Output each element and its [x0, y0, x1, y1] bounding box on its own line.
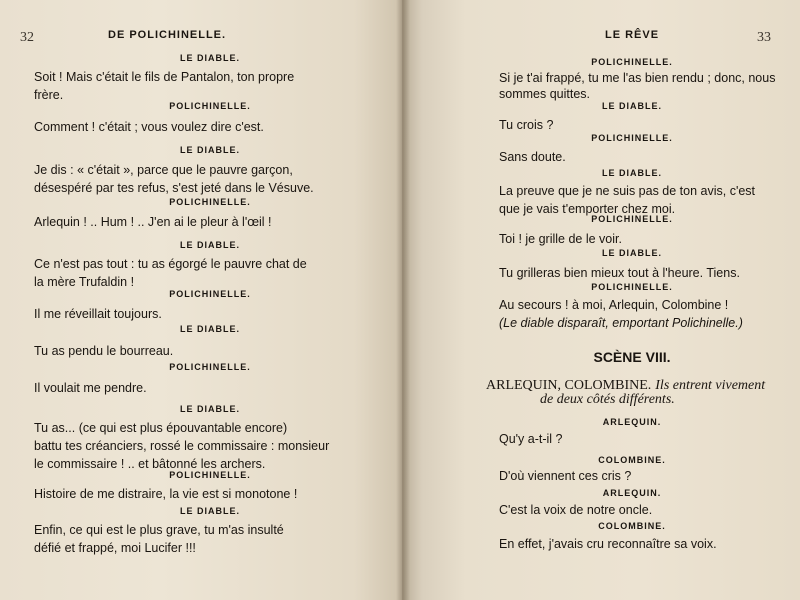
- scene-heading: SCÈNE VIII.: [593, 349, 671, 365]
- dialogue-line: La preuve que je ne suis pas de ton avis, c'est: [499, 184, 756, 198]
- dialogue-line: D'où viennent ces cris ?: [499, 469, 632, 483]
- dialogue-line: Tu grilleras bien mieux tout à l'heure. Tiens.: [499, 266, 740, 280]
- dialogue-line: Tu as pendu le bourreau.: [34, 344, 174, 358]
- speaker-name: ARLEQUIN.: [602, 488, 662, 498]
- scene-direction-part2: de deux côtés différents.: [540, 392, 675, 407]
- dialogue-line: Il voulait me pendre.: [34, 381, 147, 395]
- dialogue-line: que je vais t'emporter chez moi.: [499, 202, 676, 216]
- dialogue-line: Il me réveillait toujours.: [34, 307, 162, 321]
- stage-direction: (Le diable disparaît, emportant Polichinelle.): [499, 316, 743, 330]
- dialogue-line: le commissaire ! .. et bâtonné les archers.: [34, 457, 266, 471]
- speaker-name: POLICHINELLE.: [591, 57, 673, 67]
- speaker-name: LE DIABLE.: [601, 248, 662, 258]
- dialogue-line: Comment ! c'était ; vous voulez dire c'est.: [34, 120, 264, 134]
- dialogue-line: Toi ! je grille de le voir.: [499, 232, 622, 246]
- page-number-left: 32: [20, 30, 34, 45]
- speaker-name: LE DIABLE.: [179, 324, 240, 334]
- dialogue-line: désespéré par tes refus, s'est jeté dans le Vésuve.: [34, 181, 314, 195]
- dialogue-line: Tu crois ?: [499, 118, 554, 132]
- speaker-name: LE DIABLE.: [179, 145, 240, 155]
- speaker-name: LE DIABLE.: [179, 240, 240, 250]
- dialogue-line: En effet, j'avais cru reconnaître sa voix.: [499, 537, 717, 551]
- speaker-name: POLICHINELLE.: [169, 101, 251, 111]
- speaker-name: POLICHINELLE.: [169, 197, 251, 207]
- speaker-name: COLOMBINE.: [598, 521, 666, 531]
- dialogue-line: sommes quittes.: [499, 87, 591, 101]
- running-head-right: LE RÊVE: [605, 29, 660, 41]
- speaker-name: POLICHINELLE.: [591, 214, 673, 224]
- dialogue-line: Si je t'ai frappé, tu me l'as bien rendu ; donc, nous: [499, 71, 776, 85]
- speaker-name: LE DIABLE.: [601, 101, 662, 111]
- page-number-right: 33: [757, 30, 771, 45]
- dialogue-line: C'est la voix de notre oncle.: [499, 503, 653, 517]
- speaker-name: ARLEQUIN.: [602, 417, 662, 427]
- dialogue-line: Je dis : « c'était », parce que le pauvre garçon,: [34, 163, 293, 177]
- dialogue-line: battu tes créanciers, rossé le commissaire : monsieur: [34, 439, 330, 453]
- speaker-name: POLICHINELLE.: [169, 470, 251, 480]
- book-gutter: [396, 0, 410, 600]
- speaker-name: POLICHINELLE.: [169, 362, 251, 372]
- running-head-left: DE POLICHINELLE.: [108, 29, 227, 41]
- dialogue-line: défié et frappé, moi Lucifer !!!: [34, 541, 196, 555]
- speaker-name: COLOMBINE.: [598, 455, 666, 465]
- dialogue-line: Qu'y a-t-il ?: [499, 432, 563, 446]
- dialogue-line: Sans doute.: [499, 150, 566, 164]
- speaker-name: LE DIABLE.: [179, 53, 240, 63]
- scene-direction-part1: Ils entrent vivement: [655, 378, 766, 393]
- dialogue-line: Enfin, ce qui est le plus grave, tu m'as insulté: [34, 523, 284, 537]
- dialogue-line: Histoire de me distraire, la vie est si monotone !: [34, 487, 298, 501]
- speaker-name: POLICHINELLE.: [169, 289, 251, 299]
- speaker-name: LE DIABLE.: [601, 168, 662, 178]
- dialogue-line: Soit ! Mais c'était le fils de Pantalon, ton propre: [34, 70, 295, 84]
- scene-characters: ARLEQUIN, COLOMBINE.: [486, 378, 652, 393]
- speaker-name: LE DIABLE.: [179, 506, 240, 516]
- dialogue-line: la mère Trufaldin !: [34, 275, 135, 289]
- dialogue-line: frère.: [34, 88, 64, 102]
- speaker-name: LE DIABLE.: [179, 404, 240, 414]
- dialogue-line: Arlequin ! .. Hum ! .. J'en ai le pleur à l'œil !: [34, 215, 272, 229]
- right-page: [402, 0, 800, 600]
- dialogue-line: Tu as... (ce qui est plus épouvantable encore): [34, 421, 288, 435]
- speaker-name: POLICHINELLE.: [591, 133, 673, 143]
- dialogue-line: Au secours ! à moi, Arlequin, Colombine !: [499, 298, 729, 312]
- speaker-name: POLICHINELLE.: [591, 282, 673, 292]
- dialogue-line: Ce n'est pas tout : tu as égorgé le pauvre chat de: [34, 257, 307, 271]
